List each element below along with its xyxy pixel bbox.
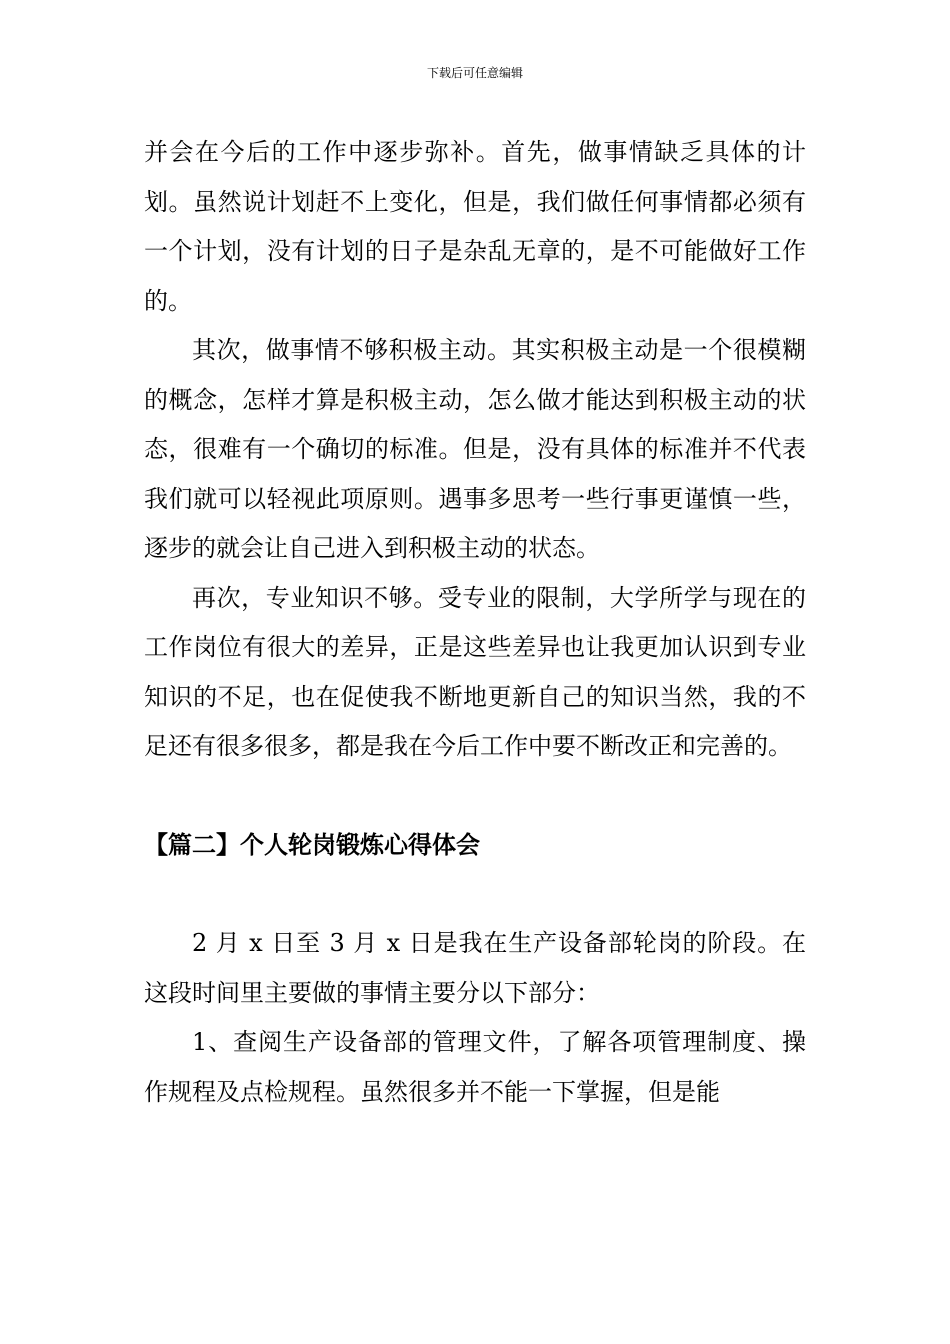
page-header: 下载后可任意编辑 <box>426 66 523 80</box>
paragraph-item-1: 1、查阅生产设备部的管理文件，了解各项管理制度、操作规程及点检规程。虽然很多并不能一下掌握，但是能 <box>144 1028 806 1106</box>
paragraph-third: 再次，专业知识不够。受专业的限制，大学所学与现在的工作岗位有很大的差异，正是这些差异也让我更加认识到专业知识的不足，也在促使我不断地更新自己的知识当然，我的不足还有很多很多，都是我在今后工作中要不断改正和完善的。 <box>144 583 806 760</box>
section-heading: 【篇二】个人轮岗锻炼心得体会 <box>144 829 480 859</box>
paragraph-rotation-intro: 2 月 x 日至 3 月 x 日是我在生产设备部轮岗的阶段。在这段时间里主要做的事情主要分以下部分： <box>144 929 806 1007</box>
document-body <box>144 128 806 1117</box>
paragraph-continuation: 并会在今后的工作中逐步弥补。首先，做事情缺乏具体的计划。虽然说计划赶不上变化，但是，我们做任何事情都必须有一个计划，没有计划的日子是杂乱无章的，是不可能做好工作的。 <box>144 138 806 315</box>
paragraph-second: 其次，做事情不够积极主动。其实积极主动是一个很模糊的概念，怎样才算是积极主动，怎么做才能达到积极主动的状态，很难有一个确切的标准。但是，没有具体的标准并不代表我们就可以轻视此项原则。遇事多思考一些行事更谨慎一些，逐步的就会让自己进入到积极主动的状态。 <box>144 336 806 562</box>
